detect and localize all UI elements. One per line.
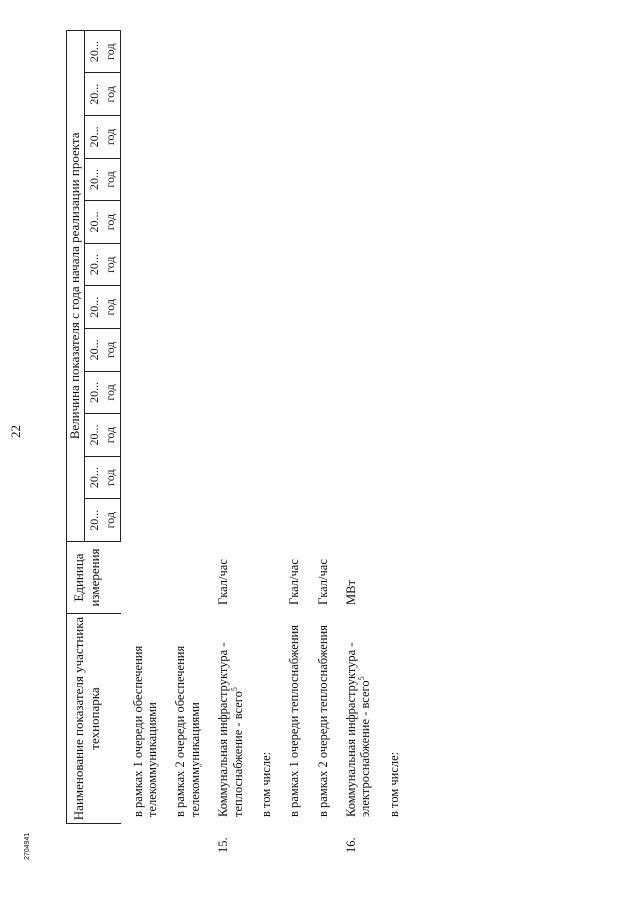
table-row (387, 30, 415, 859)
value-cell (316, 30, 344, 73)
table-header (67, 30, 121, 859)
table-row (216, 30, 259, 859)
value-cell (121, 30, 174, 73)
year-header-cell (84, 456, 120, 499)
value-cell (287, 30, 315, 73)
value-cell (316, 456, 344, 499)
year-header-cell (84, 30, 120, 73)
row-name-cell (387, 614, 415, 824)
value-cell (344, 116, 387, 159)
value-cell (259, 243, 287, 286)
value-cell (316, 371, 344, 414)
value-cell (316, 499, 344, 542)
row-number (173, 824, 216, 860)
page-number: 22 (8, 425, 23, 438)
value-cell (344, 243, 387, 286)
year-unit: год (102, 341, 117, 359)
value-cell (316, 286, 344, 329)
row-name: в рамках 2 очереди теплоснабжения (315, 625, 330, 817)
year-label: 20... (86, 41, 101, 63)
year-label: 20... (86, 296, 101, 318)
value-cell (121, 243, 174, 286)
year-unit: год (102, 426, 117, 444)
value-cell (216, 414, 259, 457)
value-cell (287, 371, 315, 414)
value-cell (344, 371, 387, 414)
value-cell (259, 158, 287, 201)
table-row (259, 30, 287, 859)
value-cell (121, 371, 174, 414)
value-cell (344, 30, 387, 73)
year-header-cell (84, 201, 120, 244)
year-header-cell (84, 329, 120, 372)
value-cell (173, 158, 216, 201)
year-unit: год (102, 384, 117, 401)
value-cell (344, 73, 387, 116)
row-name: в том числе: (386, 751, 401, 817)
value-cell (387, 414, 415, 457)
row-name: в рамках 2 очереди обеспечения телекоммуникациями (173, 645, 202, 817)
row-name-cell (173, 614, 216, 824)
value-cell (387, 286, 415, 329)
row-name-cell (121, 614, 174, 824)
row-unit (121, 542, 174, 614)
table-row (316, 30, 344, 859)
value-cell (121, 499, 174, 542)
row-number (287, 824, 315, 860)
year-label: 20... (86, 83, 101, 105)
value-cell (121, 329, 174, 372)
year-header-cell (84, 499, 120, 542)
indicators-table (66, 30, 415, 860)
value-cell (173, 201, 216, 244)
year-label: 20... (86, 509, 101, 531)
row-name-cell (344, 614, 387, 824)
value-cell (121, 116, 174, 159)
year-label: 20... (86, 254, 101, 276)
value-cell (316, 73, 344, 116)
value-cell (216, 158, 259, 201)
table-body (121, 30, 416, 859)
row-unit (387, 542, 415, 614)
year-unit: год (102, 43, 117, 60)
value-cell (173, 286, 216, 329)
value-cell (121, 158, 174, 201)
value-cell (287, 243, 315, 286)
value-cell (259, 499, 287, 542)
value-cell (121, 456, 174, 499)
header-group-title: Величина показателя с года начала реализации проекта (67, 30, 85, 541)
row-name-cell (259, 614, 287, 824)
year-header-cell (84, 414, 120, 457)
value-cell (387, 158, 415, 201)
row-number: 15. (216, 837, 231, 853)
value-cell (316, 201, 344, 244)
value-cell (259, 73, 287, 116)
value-cell (344, 158, 387, 201)
value-cell (216, 456, 259, 499)
year-header-cell (84, 371, 120, 414)
row-number (121, 824, 174, 860)
value-cell (121, 414, 174, 457)
value-cell (287, 329, 315, 372)
value-cell (173, 414, 216, 457)
year-unit: год (102, 299, 117, 316)
year-header-cell (84, 243, 120, 286)
value-cell (259, 414, 287, 457)
row-name: Коммунальная инфраструктура - теплоснабжение - всего (216, 642, 245, 817)
value-cell (216, 286, 259, 329)
year-unit: год (102, 128, 117, 146)
value-cell (344, 329, 387, 372)
year-unit: год (102, 256, 117, 273)
value-cell (287, 116, 315, 159)
value-cell (387, 499, 415, 542)
value-cell (287, 158, 315, 201)
value-cell (259, 116, 287, 159)
table-row (121, 30, 174, 859)
row-number (387, 824, 415, 860)
year-label: 20... (86, 381, 101, 403)
table-row (173, 30, 216, 859)
value-cell (121, 73, 174, 116)
value-cell (344, 286, 387, 329)
year-header-cell (84, 286, 120, 329)
row-number (316, 824, 344, 860)
value-cell (387, 30, 415, 73)
value-cell (216, 30, 259, 73)
value-cell (259, 329, 287, 372)
row-number: 16. (344, 837, 358, 853)
value-cell (173, 116, 216, 159)
row-unit: МВт (344, 580, 358, 605)
document-code: 2704941 (24, 832, 31, 860)
value-cell (173, 371, 216, 414)
year-unit: год (102, 213, 117, 231)
value-cell (216, 371, 259, 414)
value-cell (173, 329, 216, 372)
year-header-cell (84, 116, 120, 159)
value-cell (316, 243, 344, 286)
year-label: 20... (86, 168, 101, 190)
value-cell (316, 329, 344, 372)
value-cell (344, 456, 387, 499)
rotated-page (66, 30, 616, 860)
value-cell (387, 116, 415, 159)
value-cell (344, 499, 387, 542)
value-cell (216, 73, 259, 116)
value-cell (287, 286, 315, 329)
value-cell (344, 201, 387, 244)
value-cell (173, 30, 216, 73)
year-unit: год (102, 171, 117, 188)
value-cell (173, 73, 216, 116)
header-number-blank (67, 824, 121, 860)
value-cell (216, 329, 259, 372)
row-name: в том числе: (258, 751, 273, 817)
year-unit: год (102, 86, 117, 103)
value-cell (316, 116, 344, 159)
row-unit (259, 542, 287, 614)
year-label: 20... (86, 211, 101, 233)
value-cell (287, 201, 315, 244)
value-cell (121, 201, 174, 244)
year-label: 20... (86, 339, 101, 361)
table-row (344, 30, 387, 859)
footnote-mark: 5 (357, 676, 367, 681)
value-cell (259, 371, 287, 414)
year-label: 20... (86, 467, 101, 489)
value-cell (259, 30, 287, 73)
row-name: в рамках 1 очереди обеспечения телекоммуникациями (130, 645, 159, 817)
value-cell (287, 456, 315, 499)
row-name-cell (316, 614, 344, 824)
row-unit (173, 542, 216, 614)
value-cell (259, 201, 287, 244)
row-unit: Гкал/час (287, 559, 302, 605)
row-unit: Гкал/час (315, 559, 330, 605)
value-cell (121, 286, 174, 329)
value-cell (216, 499, 259, 542)
value-cell (387, 371, 415, 414)
row-name-cell (216, 614, 259, 824)
value-cell (387, 456, 415, 499)
row-name: в рамках 1 очереди теплоснабжения (287, 625, 302, 817)
value-cell (259, 286, 287, 329)
value-cell (387, 201, 415, 244)
value-cell (216, 116, 259, 159)
header-unit: Единица измерения (67, 542, 121, 614)
year-header-cell (84, 73, 120, 116)
footnote-mark: 5 (229, 687, 239, 692)
value-cell (316, 414, 344, 457)
value-cell (287, 414, 315, 457)
value-cell (287, 499, 315, 542)
value-cell (316, 158, 344, 201)
value-cell (387, 73, 415, 116)
year-label: 20... (86, 424, 101, 446)
value-cell (259, 456, 287, 499)
year-header-cell (84, 158, 120, 201)
year-label: 20... (86, 126, 101, 148)
row-unit: Гкал/час (216, 559, 231, 605)
year-unit: год (102, 469, 117, 486)
row-number (259, 824, 287, 860)
value-cell (173, 499, 216, 542)
year-unit: год (102, 512, 117, 529)
value-cell (216, 243, 259, 286)
row-name: Коммунальная инфраструктура - электроснабжение - всего (344, 642, 373, 817)
row-name-cell (287, 614, 315, 824)
value-cell (216, 201, 259, 244)
table-row (287, 30, 315, 859)
value-cell (287, 73, 315, 116)
value-cell (387, 243, 415, 286)
header-name: Наименование показателя участника технопарка (67, 614, 121, 824)
value-cell (387, 329, 415, 372)
value-cell (173, 243, 216, 286)
value-cell (344, 414, 387, 457)
value-cell (173, 456, 216, 499)
